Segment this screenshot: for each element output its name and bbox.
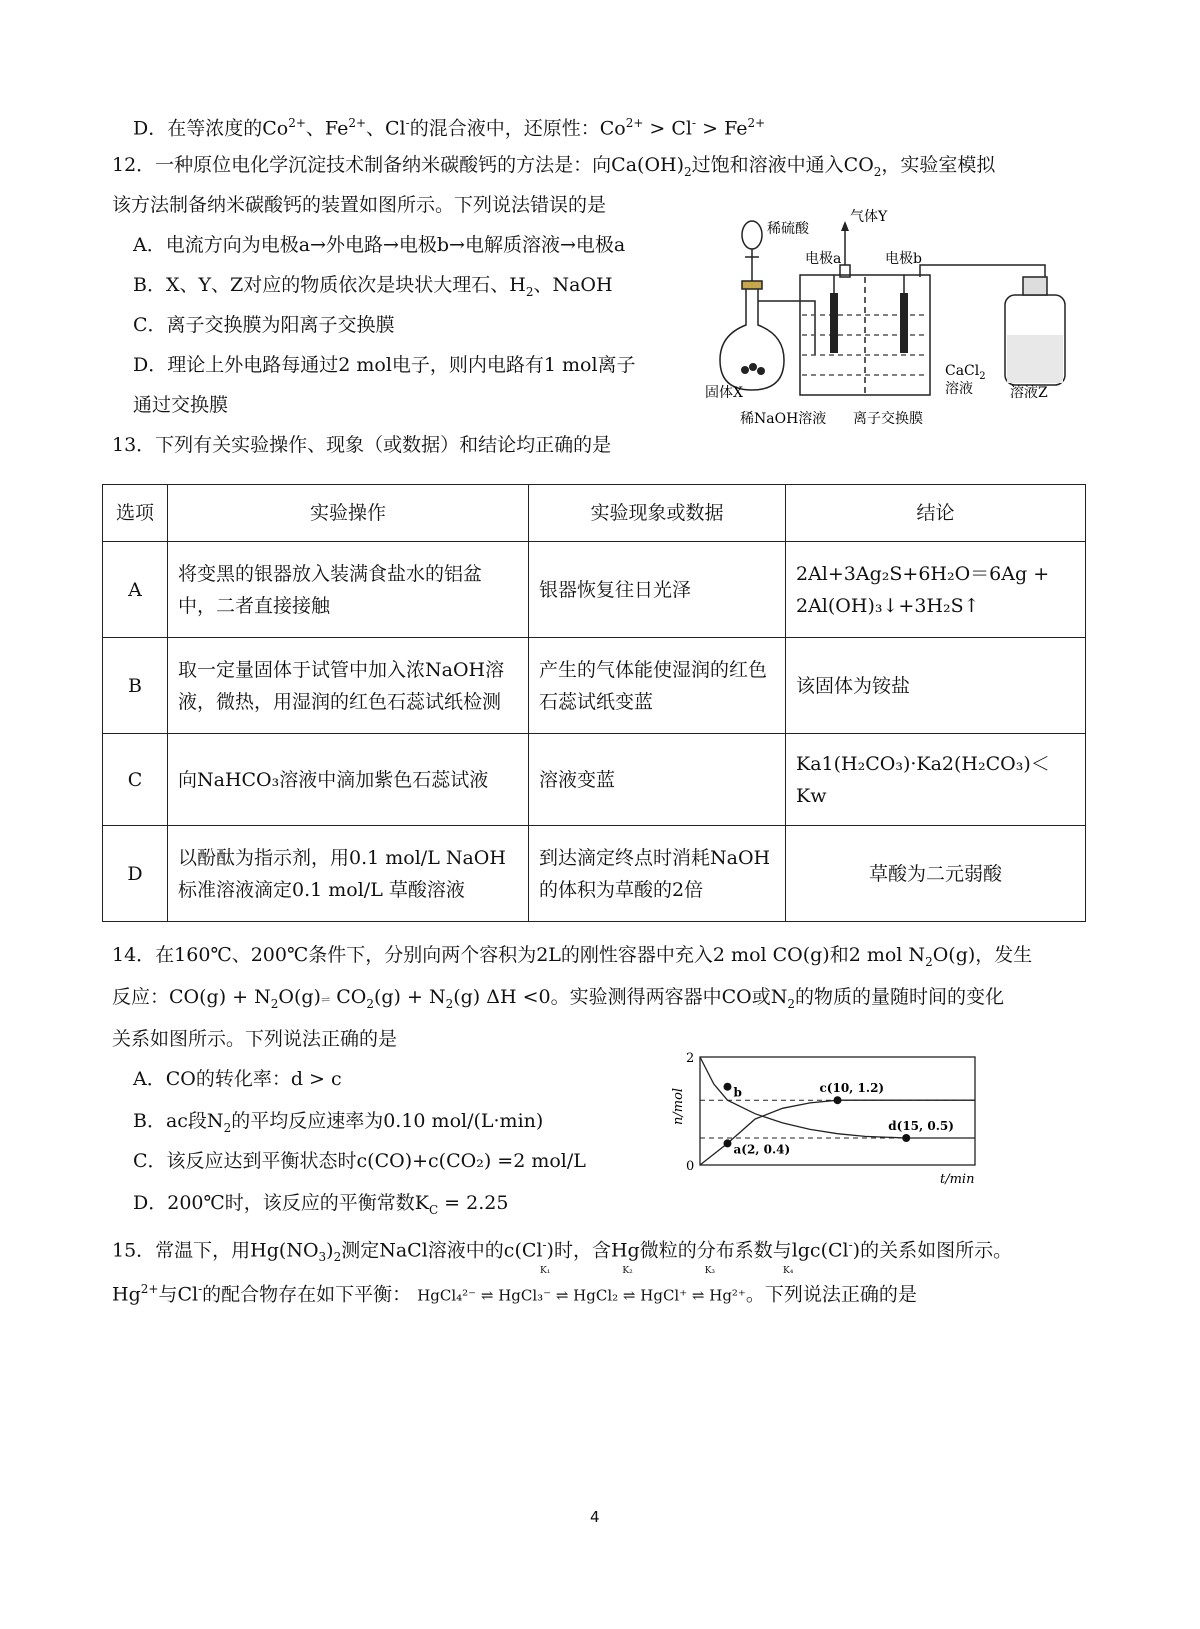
- row-conclusion: 该固体为铵盐: [786, 638, 1086, 734]
- row-phenomenon: 到达滴定终点时消耗NaOH的体积为草酸的2倍: [529, 826, 786, 922]
- table-header-row: [103, 485, 1086, 542]
- table-row: [103, 638, 1086, 734]
- row-conclusion: 草酸为二元弱酸: [786, 826, 1086, 922]
- header-operation: 实验操作: [168, 485, 529, 542]
- q15-equilibrium-chain: HgCl₄²⁻ ⇌ HgCl₃⁻ ⇌ HgCl₂ ⇌ HgCl⁺ ⇌ Hg²⁺: [417, 1286, 746, 1305]
- row-option: B: [103, 638, 168, 734]
- q15-stem-line2: $Hg^{2+}$与Cl-的配合物存在如下平衡： HgCl₄²⁻ ⇌ HgCl₃⁻ ⇌ HgCl₂ ⇌ HgCl⁺ ⇌ Hg²⁺。下列说法正确的是: [112, 1282, 917, 1306]
- q14-option-d: D．200℃时，该反应的平衡常数$K_C = 2.25$: [133, 1192, 509, 1217]
- label-cacl2: CaCl$_2$: [945, 363, 986, 382]
- q14-option-c: C．该反应达到平衡状态时c(CO)+c(CO₂) =2 mol/L: [133, 1150, 586, 1172]
- data-point: [834, 1096, 842, 1104]
- data-point: [902, 1134, 910, 1142]
- q15-stem-line1: 15．常温下，用$Hg(NO_3)_2$测定NaCl溶液中的c(Cl-)时，含Hg微粒的分布系数与lgc(Cl-)的关系如图所示。: [112, 1238, 1013, 1265]
- row-phenomenon: 产生的气体能使湿润的红色石蕊试纸变蓝: [529, 638, 786, 734]
- row-operation: 以酚酞为指示剂，用0.1 mol/L NaOH标准溶液滴定0.1 mol/L 草酸溶液: [168, 826, 529, 922]
- q15-k-labels: K₁ K₂ K₃ K₄: [540, 1266, 794, 1276]
- electrolysis-apparatus-figure: [705, 205, 1105, 435]
- q12-stem-line1: 12．一种原位电化学沉淀技术制备纳米碳酸钙的方法是：向$Ca(OH)_2$过饱和溶液中通入$CO_2$，实验室模拟: [112, 154, 996, 179]
- q12-option-b: B．X、Y、Z对应的物质依次是块状大理石、$H_2$、NaOH: [133, 274, 613, 299]
- table-row: [103, 734, 1086, 826]
- equilibrium-arrow-icon: ⇌: [320, 993, 331, 1006]
- label-dilute-h2so4: 稀硫酸: [767, 221, 809, 237]
- q14-option-b: B．ac段$N_2$的平均反应速率为0.10 mol/(L·min): [133, 1110, 544, 1135]
- data-point: [724, 1139, 732, 1147]
- q12-option-d-cont: 通过交换膜: [133, 394, 229, 416]
- page-number: 4: [590, 1508, 600, 1526]
- label-solid-x: 固体X: [705, 385, 743, 401]
- q13-table: [102, 484, 1086, 922]
- q14-stem-line1: 14．在160℃、200℃条件下，分别向两个容积为2L的刚性容器中充入2 mol CO(g)和2 mol $N_2O(g)$，发生: [112, 944, 1033, 969]
- table-row: [103, 826, 1086, 922]
- data-point-label: b: [733, 1085, 742, 1100]
- table-row: [103, 542, 1086, 638]
- q13-stem: 13．下列有关实验操作、现象（或数据）和结论均正确的是: [112, 434, 612, 456]
- row-phenomenon: 银器恢复往日光泽: [529, 542, 786, 638]
- data-point-label: c(10, 1.2): [819, 1081, 885, 1096]
- label-gas-y: 气体Y: [850, 209, 888, 225]
- y-axis-label: n/mol: [671, 1087, 686, 1125]
- q12-option-a: A．电流方向为电极a→外电路→电极b→电解质溶液→电极a: [133, 234, 626, 256]
- y-tick-label: 2: [686, 1051, 695, 1066]
- row-phenomenon: 溶液变蓝: [529, 734, 786, 826]
- row-conclusion: Ka1(H₂CO₃)·Ka2(H₂CO₃)＜Kw: [786, 734, 1086, 826]
- header-conclusion: 结论: [786, 485, 1086, 542]
- x-axis-label: t/min: [940, 1172, 975, 1187]
- q12-stem-line2: 该方法制备纳米碳酸钙的装置如图所示。下列说法错误的是: [112, 194, 607, 216]
- q14-option-a: A．CO的转化率：d > c: [133, 1068, 342, 1090]
- q14-stem-line3: 关系如图所示。下列说法正确的是: [112, 1028, 398, 1050]
- row-operation: 向NaHCO₃溶液中滴加紫色石蕊试液: [168, 734, 529, 826]
- data-point-label: a(2, 0.4): [733, 1142, 791, 1157]
- header-option: 选项: [103, 485, 168, 542]
- data-point-label: d(15, 0.5): [888, 1119, 954, 1133]
- row-option: A: [103, 542, 168, 638]
- label-naoh: 稀NaOH溶液: [740, 411, 827, 427]
- label-solution: 溶液: [945, 381, 973, 397]
- row-conclusion: 2Al+3Ag₂S+6H₂O＝6Ag + 2Al(OH)₃↓+3H₂S↑: [786, 542, 1086, 638]
- q14-stem-line2: 反应：$CO(g) + N_2O(g)\rightleftharpoons$ $CO_2(g) + N_2(g)$ ΔH <0。实验测得两容器中CO或$N_2$的物质的量随时间的变化: [112, 986, 1004, 1011]
- q14-chart: [660, 1030, 1000, 1210]
- label-electrode-b: 电极b: [885, 251, 922, 267]
- q11-option-d: D．在等浓度的$Co^{2+}$、$Fe^{2+}$、Cl-的混合液中，还原性：$Co^{2+} > Cl^- > Fe^{2+}$: [133, 116, 766, 140]
- label-membrane: 离子交换膜: [853, 411, 923, 427]
- header-phenomenon: 实验现象或数据: [529, 485, 786, 542]
- data-point: [724, 1083, 732, 1091]
- q12-option-d: D．理论上外电路每通过2 mol电子，则内电路有1 mol离子: [133, 354, 636, 376]
- row-option: C: [103, 734, 168, 826]
- q12-option-c: C．离子交换膜为阳离子交换膜: [133, 314, 395, 336]
- y-tick-label: 0: [686, 1159, 695, 1174]
- row-operation: 将变黑的银器放入装满食盐水的铝盆中，二者直接接触: [168, 542, 529, 638]
- row-option: D: [103, 826, 168, 922]
- label-solution-z: 溶液Z: [1010, 385, 1048, 401]
- row-operation: 取一定量固体于试管中加入浓NaOH溶液，微热，用湿润的红色石蕊试纸检测: [168, 638, 529, 734]
- label-electrode-a: 电极a: [805, 251, 842, 267]
